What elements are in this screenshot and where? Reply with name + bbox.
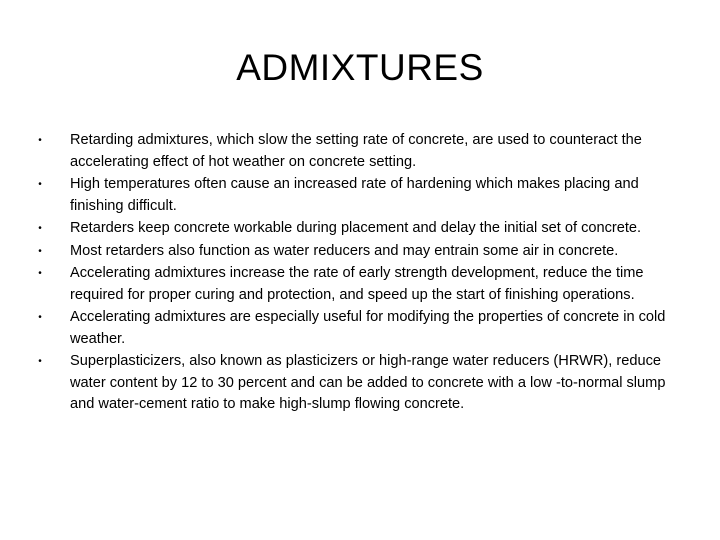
- slide-title: ADMIXTURES: [236, 47, 484, 88]
- bullet-text: Superplasticizers, also known as plasticizers or high-range water reducers (HRWR), reduce water content by 12 to 30 percent and can be added to concrete with a low -to-normal slump and water-cement ratio to make high-slump flowing concrete.: [70, 353, 666, 412]
- bullet-text: Retarders keep concrete workable during placement and delay the initial set of concrete.: [70, 220, 642, 236]
- bullet-dot-icon: •: [38, 268, 42, 279]
- bullet-item: [40, 174, 690, 217]
- bullet-item: [40, 130, 690, 173]
- bullet-text: Retarding admixtures, which slow the setting rate of concrete, are used to counteract the accelerating effect of hot weather on concrete setting.: [70, 132, 642, 170]
- bullet-dot-icon: •: [38, 179, 42, 190]
- bullet-item: [40, 218, 690, 240]
- bullet-list: [40, 130, 690, 417]
- bullet-text: High temperatures often cause an increased rate of hardening which makes placing and finishing difficult.: [70, 176, 639, 214]
- bullet-item: [40, 307, 690, 350]
- bullet-text: Most retarders also function as water reducers and may entrain some air in concrete.: [70, 242, 619, 259]
- bullet-item: [40, 263, 690, 306]
- bullet-dot-icon: •: [38, 356, 42, 367]
- bullet-text: Accelerating admixtures are especially useful for modifying the properties of concrete in cold weather.: [70, 309, 666, 347]
- bullet-dot-icon: •: [38, 223, 42, 234]
- bullet-dot-icon: •: [38, 135, 42, 146]
- bullet-text: Accelerating admixtures increase the rate of early strength development, reduce the time required for proper curing and protection, and speed up the start of finishing operations.: [70, 265, 644, 303]
- bullet-item: [40, 351, 690, 416]
- bullet-dot-icon: •: [38, 245, 42, 257]
- bullet-item: [40, 241, 690, 263]
- bullet-dot-icon: •: [38, 312, 42, 323]
